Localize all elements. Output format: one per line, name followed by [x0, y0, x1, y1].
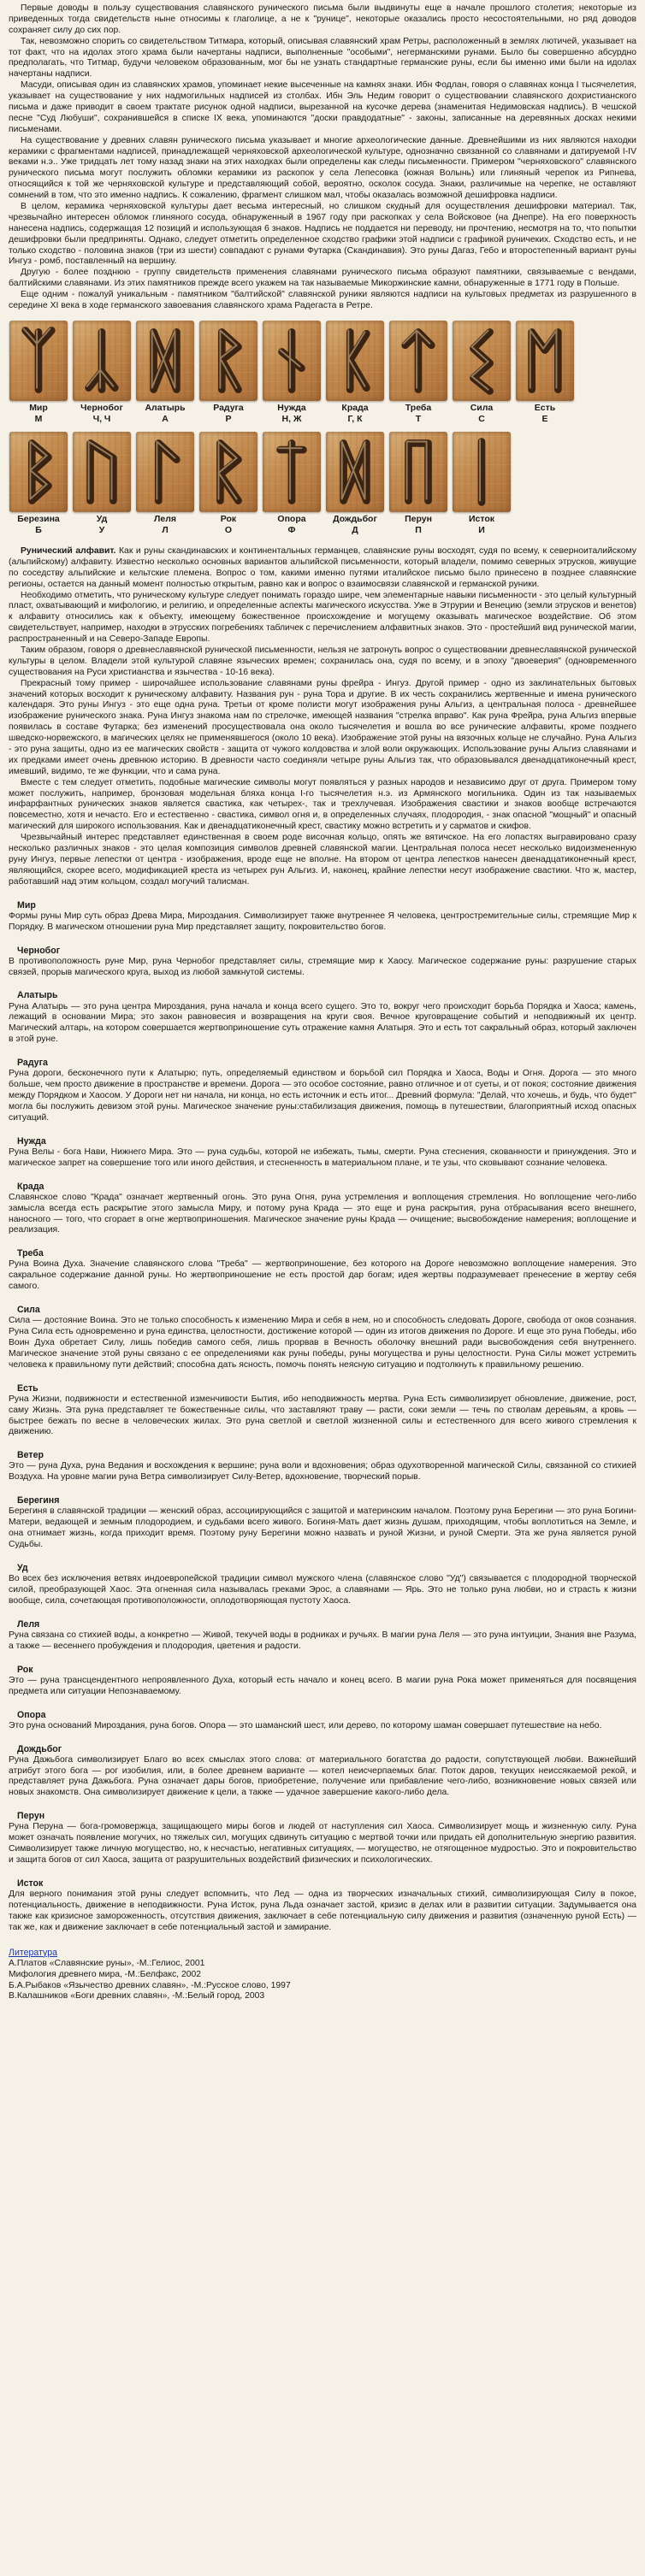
- rune-name: Сила: [470, 402, 494, 413]
- rune-descriptions: [9, 900, 636, 1934]
- rune-letter: А: [162, 413, 169, 424]
- rune-section-text: Руна дороги, бесконечного пути к Алатырю; путь, определяемый единством и борьбой сил Порядка и Хаоса, Воды и Огня. Дорога — это много больше, чем просто движение в пространстве и времени. Дорога — это особое состояние, равно отличное и от суеты, и от покоя; состояние движения между Порядком и Хаосом. У Дороги нет ни начала, ни конца, но есть источник и есть итог... Древний формула: "Делай, что хочешь, и будь, что будет" могла бы послужить девизом этой руны. Магическое значение руны:стабилизация движения, помощь в путешествии, благоприятный исход опасных ситуаций.: [9, 1069, 636, 1123]
- rune-card: [9, 432, 68, 543]
- rune-name: Березина: [17, 513, 60, 524]
- rune-section-text: Руна Перуна — бога-громовержца, защищающего миры богов и людей от наступления сил Хаоса. Символизирует мощь и жизненную силу. Руна может означать появление могучих, но тяжелых сил, могущих сдвинуть ситуацию с мертвой точки или придать ей дополнительную энергию развития. Символизирует также личную могущество, но, к несчастью, негативных ситуациях, — могущество, не отягощенное мудростью. Это и покровительство и защита богов от сил Хаоса, защита от разрушительных воздействий физических и психологических.: [9, 1822, 636, 1866]
- rune-letter: Б: [35, 524, 42, 535]
- rune-plate-image: [199, 321, 257, 401]
- literature-item: В.Калашников «Боги древних славян», -М.:Белый город, 2003: [9, 1991, 265, 2001]
- rune-name: Рок: [220, 513, 237, 524]
- intro-paragraph: На существование у древних славян рунического письма указывает и многие археологические данные. Древнейшими из них являются находки керамики с фрагментами надписей, принадлежащей черняховской археологической культуре, однозначно связанной со славянами и датируемой I-IV веками н.э.. Уже тридцать лет тому назад знаки на этих находках были определены как следы письменности. Примером "черняховского" славянского рунического письма могут послужить обломки керамики из раскопок у села Лепесовка (южная Волынь) или глиняный черепок из Рипнева, относящийся к той же черняховской культуре и представляющий собой, вероятно, осколок сосуда. Знаки, различимые на черепке, не оставляют сомнений в том, что это именно надпись. К сожалению, фрагмент слишком мал, чтобы оказалась возможной дешифровка надписи.: [9, 135, 636, 201]
- rune-plate-image: [389, 321, 447, 401]
- rune-card: [262, 432, 322, 543]
- rune-section-title: Мир: [17, 899, 36, 911]
- rune-section-text: Во всех без исключения ветвях индоевропейской традиции символ мужского члена (славянское слово "Уд") связывается с плодородной творческой силой, преобразующей Хаос. Эта огненная сила называлась греками Эрос, а славянами — Ярь. Это не только руна любви, но и страсть к жизни вообще, сила, сочетающая противоположности, оплодотворяющая пустоту Хаоса.: [9, 1574, 636, 1606]
- rune-section-title: Есть: [17, 1382, 38, 1394]
- rune-section-text: Берегиня в славянской традиции — женский образ, ассоциирующийся с защитой и материнским началом. Поэтому руна Берегини — это руна Богини-Матери, ведающей и земным плодородием, и судьбами всего живого. Богиня-Мать дает жизнь душам, приходящим, чтобы воплотиться на Земле, и она отнимает жизнь, когда приходит время. Поэтому руну Берегини можно назвать и руной Жизни, и руной Смерти. Эта же руна является руной Судьбы.: [9, 1506, 636, 1550]
- rune-letter: Л: [162, 524, 169, 535]
- rune-section: [9, 1383, 636, 1439]
- rune-plate-image: [73, 321, 131, 401]
- rune-card: [9, 321, 68, 432]
- rune-section: [9, 1563, 636, 1607]
- rune-letter: Ч, Ч: [92, 413, 111, 424]
- alphabet-paragraph: Таким образом, говоря о древнеславянской рунической письменности, нельзя не затронуть вопрос о существовании древнеславянской рунической культуры в целом. Владели этой культурой славяне языческих времен; сохранилась она, судя по всему, и в эпоху "двоеверия" (одновременного существования на Руси христианства и язычества - 10-16 века).: [9, 645, 636, 677]
- rune-card: [135, 432, 195, 543]
- rune-section-title: Нужда: [17, 1135, 46, 1147]
- rune-plate-image: [516, 321, 574, 401]
- rune-letter: Ф: [287, 524, 296, 535]
- rune-plate-image: [453, 432, 511, 512]
- rune-section-text: Руна Дажьбога символизирует Благо во всех смыслах этого слова: от материального богатства до радости, сопутствующей любви. Важнейший атрибут этого бога — рог изобилия, или, в более древнем варианте — котел неисчерпаемых благ. Поток даров, текущих неиссякаемой рекой, и представляет руна Дажьбога. Руна означает дары богов, приобретение, получение или прибавление чего-либо, возникновение новых связей или новых знакомств. Она символизирует движение к цели, а также — удачное завершение какого-либо дела.: [9, 1754, 636, 1798]
- rune-section-text: Это — руна Духа, руна Ведания и восхождения к вершине; руна воли и вдохновения; образ одухотворенной магической Силы, связанной со стихией Воздуха. На уровне магии руна Ветра символизирует Силу-Ветер, вдохновение, творческий порыв.: [9, 1461, 636, 1483]
- rune-name: Дождьбог: [333, 513, 377, 524]
- rune-name: Чернобог: [80, 402, 123, 413]
- alphabet-first-text: Как и руны скандинавских и континентальных германцев, славянские руны восходят, судя по всему, к северноиталийскому (альпийскому) алфавиту. Известно несколько основных вариантов альпийской письменности, который владели, помимо северных этрусков, живущие по соседству альпийские и кельтские племена. Вопрос о том, какими именно путями италийское письмо было принесено в позднее славянские регионы, остается на данный момент полностью открытым, равно как и вопрос о взаимосвязи славянской и германской руники.: [9, 546, 636, 589]
- rune-plate-image: [9, 321, 68, 401]
- alphabet-paragraph: Прекрасный тому пример - широчайшее использование славянами руны фрейра - Ингуз. Другой пример - одно из заклинательных бытовых значений которых восходит к руническому алфавиту. Названия рун - руна Тора и другие. В их честь сохранились жертвенные и имена рунического календаря. Это руны Ингуз - это еще одна руна. Третьи от кроме полисти могут изображения руны Альгиз, а центральная полоса - древнейшее изображение рунического знака. Руна Ингуз знакома нам по стрелочке, имеющей названия "стрелка вправо". Как руна Фрейра, руна Альгиз впервые появилась в составе Футарка; без изменений просуществовала она около тысячелетия и вошла во все рунические алфавиты, кроме позднего шведско-норвежского, в магических целях не применявшегося (около 10 века). Изображение этой руны на вязочных кольце не случайно. Руна Альгиз - это руна защиты, одно из ее магических свойств - защита от чужого колдовства и злой воли окружающих. Использование руны Альгиз славянами и их предками имеет очень древнюю историю. В древности часто соединяли четыре руны Альгиз так, что образовывался двенадцатиконечный крест, имевший, видимо, те же функции, что и сама руна.: [9, 678, 636, 776]
- rune-card: [452, 321, 512, 432]
- alphabet-intro: [9, 546, 636, 591]
- rune-row-1: [9, 321, 636, 432]
- rune-section: [9, 1878, 636, 1934]
- rune-section-text: Руна Алатырь — это руна центра Мироздания, руна начала и конца всего сущего. Это то, вокруг чего происходит борьба Порядка и Хаоса; камень, лежащий в основании Мира; это закон равновесия и возвращения на круги своя. Вечное круговращение событий и неподвижный их центр. Магический алтарь, на котором совершается жертвоприношение суть отражение камня Алатыря. Это и есть тот сакральный образ, который заключен в этой руне.: [9, 1001, 636, 1045]
- literature-item: Мифология древнего мира, -М.:Белфакс, 2002: [9, 1969, 202, 1979]
- alphabet-section: [9, 546, 636, 888]
- intro-paragraph: Другую - более позднюю - группу свидетельств применения славянами рунического письма образуют памятники, связываемые с вендами, балтийскими славянами. Из этих памятников прежде всего укажем на так называемые Микоржинские камни, обнаруженные в 1771 году в Польше.: [9, 268, 636, 289]
- rune-letter: У: [98, 524, 105, 535]
- rune-letter: Е: [541, 413, 548, 424]
- rune-section: [9, 1136, 636, 1170]
- rune-plate-image: [263, 321, 321, 401]
- rune-section-title: Исток: [17, 1877, 44, 1889]
- rune-card: [135, 321, 195, 432]
- literature: [9, 1948, 636, 2003]
- rune-section-title: Леля: [17, 1618, 40, 1630]
- rune-section: [9, 1248, 636, 1293]
- rune-plate-image: [9, 432, 68, 512]
- rune-name: Есть: [534, 402, 556, 413]
- rune-card: [388, 432, 448, 543]
- rune-section: [9, 1495, 636, 1551]
- rune-letter: М: [34, 413, 43, 424]
- rune-section-title: Алатырь: [17, 990, 58, 1001]
- intro-paragraph: Первые доводы в пользу существования славянского рунического письма были выдвинуты еще в начале прошлого столетия; некоторые из приведенных тогда свидетельств ныне относимы к глаголице, а не к "рунице", некоторые оказались просто несостоятельными, но ряд доводов сохраняет силу до сих пор.: [9, 3, 636, 35]
- rune-section: [9, 946, 636, 979]
- rune-section-text: Это — руна трансцендентного непроявленного Духа, который есть начало и конец всего. В магии руна Рока может применяться для посвящения предмета или ситуации Непознаваемому.: [9, 1675, 636, 1696]
- rune-name: Мир: [29, 402, 48, 413]
- rune-plates: [9, 321, 636, 543]
- rune-plate-image: [73, 432, 131, 512]
- rune-section-title: Рок: [17, 1664, 33, 1675]
- rune-section-text: Славянское слово "Крада" означает жертвенный огонь. Это руна Огня, руна устремления и воплощения стремления. Но воплощение чего-либо замысла всегда есть раскрытие этого замысла Миру, и потому руна Крада — это еще и руна раскрытия, руна отбрасывания всего внешнего, наносного — того, что сгорает в огне жертвоприношения. Магическое значение руны Крада — очищение; высвобождение намерения; воплощение и реализация.: [9, 1192, 636, 1235]
- rune-section-title: Чернобог: [17, 945, 61, 956]
- rune-letter: О: [224, 524, 233, 535]
- rune-section-text: Это руна оснований Мироздания, руна богов. Опора — это шаманский шест, или дерево, по которому шаман совершает путешествие на небо.: [9, 1720, 602, 1730]
- rune-card: [198, 321, 258, 432]
- rune-name: Уд: [96, 513, 108, 524]
- rune-section-text: Руна Жизни, подвижности и естественной изменчивости Бытия, ибо неподвижность мертва. Руна Есть символизирует обновление, движение, рост, саму Жизнь. Эта руна представляет те божественные силы, что заставляют траву — расти, соки земли — течь по стволам деревьям, а кровь — быстрее бежать по весне в человеческих жилах. Это руна светлой и светлой жизненной силы и естественного для всего живого стремления к движению.: [9, 1394, 636, 1437]
- rune-letter: Д: [352, 524, 358, 535]
- rune-section: [9, 1182, 636, 1237]
- rune-plate-image: [326, 321, 384, 401]
- rune-section-text: Формы руны Мир суть образ Древа Мира, Мироздания. Символизирует также внутреннее Я человека, центростремительные силы, стремящие Мир к Порядку. В магическом отношении руна Мир представляет защиту, покровительство богов.: [9, 911, 636, 932]
- rune-plate-image: [453, 321, 511, 401]
- rune-letter: Н, Ж: [281, 413, 302, 424]
- alphabet-title: Рунический алфавит.: [21, 546, 116, 556]
- rune-section: [9, 990, 636, 1046]
- alphabet-paragraph: Вместе с тем следует отметить, подобные магические символы могут появляться у разных народов и независимо друг от друга. Примером тому может послужить, например, бронзовая модельная бляха конца I-го тысячелетия н.э. из Армянского могильника. Один из так называемых инфарфантных рунических знаков является свастика, как четырех-, так и трехлучевая. Изображения свастики и знаков вообще встречаются повсеместно, хотя и нечасто. Его и естественно - свастика, символ огня и, в определенных случаях, плодородия, - знак опасной "мощный" и опасный магический для широкого использования. Как и двенадцатиконечный крест, свастику можно встретить и у сарматов и скифов.: [9, 777, 636, 832]
- rune-name: Треба: [405, 402, 432, 413]
- rune-section-text: Сила — достояние Воина. Это не только способность к изменению Мира и себя в нем, но и способность следовать Дороге, свобода от оков сознания. Руна Сила есть одновременно и руна единства, целостности, достижение которой — один из итогов движения по Дороге. И еще это руна Победы, ибо Воин Духа обретает Силу, лишь победив самого себя, лишь прорвав в Вечность оболочку внешний ради высвобождения себя внутреннего. Магическое значение этой руны связано с ее определениями как руны победы, руны могущества и руны целостности. Руна Силы может устремить человека к правильному пути действий; способна дать ясность, помочь понять неясную ситуацию и подтолкнуть к правильному решению.: [9, 1316, 636, 1370]
- rune-name: Леля: [153, 513, 176, 524]
- rune-section-text: В противоположность руне Мир, руна Чернобог представляет силы, стремящие мир к Хаосу. Магическое содержание руны: разрушение старых связей, прорыв магического круга, выход из любой замкнутой системы.: [9, 956, 636, 977]
- rune-section: [9, 1710, 636, 1732]
- rune-card: [515, 321, 575, 432]
- rune-card: [72, 432, 132, 543]
- rune-section-text: Для верного понимания этой руны следует вспомнить, что Лед — одна из творческих изначальных стихий, символизирующая Силу в покое, потенциальность, движение в неподвижности. Руна Исток, руна Льда означает застой, кризис в делах или в развитии ситуации. Задумывается она также как кризисное замороженность, отсутствия движения, заключает в себе потенциальную силу движения и развития (означенную руной Есть) — так же, как и движение заключает в себе потенциальный застой и замирание.: [9, 1889, 636, 1932]
- rune-card: [325, 432, 385, 543]
- rune-plate-image: [136, 432, 194, 512]
- rune-letter: Т: [415, 413, 422, 424]
- rune-section-title: Радуга: [17, 1058, 48, 1069]
- rune-section-title: Перун: [17, 1811, 45, 1822]
- rune-section-title: Крада: [17, 1181, 44, 1192]
- literature-item: А.Платов «Славянские руны», -М.:Гелиос, 2001: [9, 1958, 205, 1968]
- rune-section-text: Руна Воина Духа. Значение славянского слова "Треба" — жертвоприношение, без которого на Дороге невозможно воплощение намерения. Это сакральное содержание данной руны. Но жертвоприношение не есть простой дар богам; идея жертвы подразумевает пренесение в жертву себя самого.: [9, 1259, 636, 1292]
- rune-name: Исток: [468, 513, 495, 524]
- rune-name: Опора: [277, 513, 306, 524]
- rune-letter: П: [415, 524, 422, 535]
- rune-section-text: Руна связана со стихией воды, а конкретно — Живой, текучей воды в родниках и ручьях. В магии руна Леля — это руна интуиции, Знания вне Разума, а также — весеннего пробуждения и плодородия, цветения и радости.: [9, 1630, 636, 1651]
- rune-letter: Г, К: [347, 413, 363, 424]
- intro-paragraph: В целом, керамика черняховской культуры дает весьма интересный, но слишком скудный для осуществления дешифровки материал. Так, чрезвычайно интересен обломок глиняного сосуда, обнаруженный в 1967 году при раскопках у села Войсковое (на Днепре). На его поверхность нанесена надпись, содержащая 12 позиций и использующая 6 знаков. Надпись не поддается ни переводу, ни прочтению, несмотря на то, что попытки дешифровки были предприняты. Однако, следует отметить определенное сходство графики этой надписи с графикой руничеких. Сходство есть, и не только сходство - половина знаков (три из шести) совпадают с рунами Футарка (Скандинавия). Это руны Дагаз, Гебо и второстепенный вариант руны Ингуз - ромб, поставленный на вершину.: [9, 202, 636, 267]
- rune-section: [9, 1744, 636, 1800]
- rune-section-title: Ветер: [17, 1450, 44, 1461]
- rune-section-title: Уд: [17, 1562, 28, 1573]
- rune-section-title: Треба: [17, 1248, 44, 1259]
- rune-name: Алатырь: [145, 402, 186, 413]
- rune-card: [452, 432, 512, 543]
- rune-name: Крада: [341, 402, 369, 413]
- literature-title[interactable]: Литература: [9, 1947, 57, 1958]
- rune-card: [325, 321, 385, 432]
- rune-section-title: Сила: [17, 1305, 40, 1316]
- intro-text: [9, 3, 636, 312]
- rune-card: [262, 321, 322, 432]
- alphabet-paragraph: Чрезвычайный интерес представляет единственная в своем роде височная кольцо, опять же вятичское. На его лопастях выгравировано сразу несколько различных знаков - это целая композиция символов древней славянской магии. Центральная полоса несет несколько видоизмененную руну Ингуз, первые лепестки от центра - изображения, вроде еще не вполне. На втором от центра лепестков нанесен двенадцатиконечный крест, являющийся, скорее всего, модификацией креста из четырех рун Альгиз. И, наконец, крайние лепестки несут изображение свастики. Что ж, мастер, работавший над этим кольцом, создал могучий талисман.: [9, 833, 636, 887]
- rune-section: [9, 1665, 636, 1698]
- rune-plate-image: [199, 432, 257, 512]
- rune-letter: С: [478, 413, 485, 424]
- rune-section-title: Опора: [17, 1709, 46, 1720]
- rune-card: [72, 321, 132, 432]
- rune-card: [198, 432, 258, 543]
- rune-name: Нужда: [277, 402, 306, 413]
- intro-paragraph: Так, невозможно спорить со свидетельством Титмара, который, описывая славянский храм Ретры, расположенный в землях лютичей, указывает на тот факт, что на идолах этого храма были начертаны надписи, выполненные "особыми", негерманскими рунами. Было бы совершенно абсурдно предполагать, что Титмар, будучи человеком образованным, мог бы не узнать стандартные германские руны, если бы именно ими были на идолах начертаны надписи.: [9, 36, 636, 80]
- rune-plate-image: [326, 432, 384, 512]
- rune-section-text: Руна Велы - бога Нави, Нижнего Мира. Это — руна судьбы, которой не избежать, тьмы, смерти. Руна стеснения, скованности и принуждения. Это и магическое запрет на совершение того или иного действия, и стесненность в материальном плане, и те узы, что сковывают сознание человека.: [9, 1147, 636, 1168]
- rune-name: Перун: [405, 513, 432, 524]
- rune-section: [9, 1811, 636, 1866]
- intro-paragraph: Масуди, описывая один из славянских храмов, упоминает некие высеченные на камнях знаки. Ибн Фодлан, говоря о славянах конца I тысячелетия, указывает на существование у них надмогильных надписей из столбах. Ибн Эль Недим говорит о существовании славянского дохристианского письма и даже приводит в своем трактате рисунок одной надписи, вырезанной на кусочке дерева (знаменитая Недимовская надпись). В чешской песне "Суд Любуши", сохранившейся в списке IX века, упоминаются "доски правдодатные" - законы, записанные на деревянных досках некими письменами.: [9, 80, 636, 134]
- rune-section: [9, 1305, 636, 1371]
- rune-plate-image: [136, 321, 194, 401]
- rune-section-title: Дождьбог: [17, 1743, 62, 1754]
- rune-plate-image: [389, 432, 447, 512]
- alphabet-paragraph: Необходимо отметить, что руническому культуре следует понимать гораздо шире, чем элементарные навыки письменности - это целый культурный пласт, охватывающий и мифологию, и религию, и определенные аспекты магического искусства. Уже в Этрурии и Венецию (земли этрусков и венетов) к алфавиту относились как к объекту, имеющему божественное происхождение и могущему оказывать магическое воздействие. Об этом свидетельствует, например, находки в этрусских погребениях табличек с перечислением алфавитных знаков. Это - простейший вид рунической магии, распространенный и на Северо-Западе Европы.: [9, 590, 636, 645]
- rune-letter: И: [478, 524, 485, 535]
- intro-paragraph: Еще одним - пожалуй уникальным - памятником "балтийской" славянской руники являются надписи на культовых предметах из разрушенного в середине XI века в ходе германского завоевания славянского храма Радегаста в Ретре.: [9, 290, 636, 311]
- literature-item: Б.А.Рыбаков «Язычество древних славян», -М.:Русское слово, 1997: [9, 1980, 291, 1990]
- rune-row-2: [9, 432, 636, 543]
- rune-name: Радуга: [213, 402, 244, 413]
- rune-section: [9, 900, 636, 934]
- rune-section: [9, 1058, 636, 1124]
- rune-plate-image: [263, 432, 321, 512]
- rune-section: [9, 1619, 636, 1653]
- rune-section: [9, 1450, 636, 1483]
- rune-card: [388, 321, 448, 432]
- rune-section-title: Берегиня: [17, 1495, 60, 1506]
- rune-letter: Р: [225, 413, 232, 424]
